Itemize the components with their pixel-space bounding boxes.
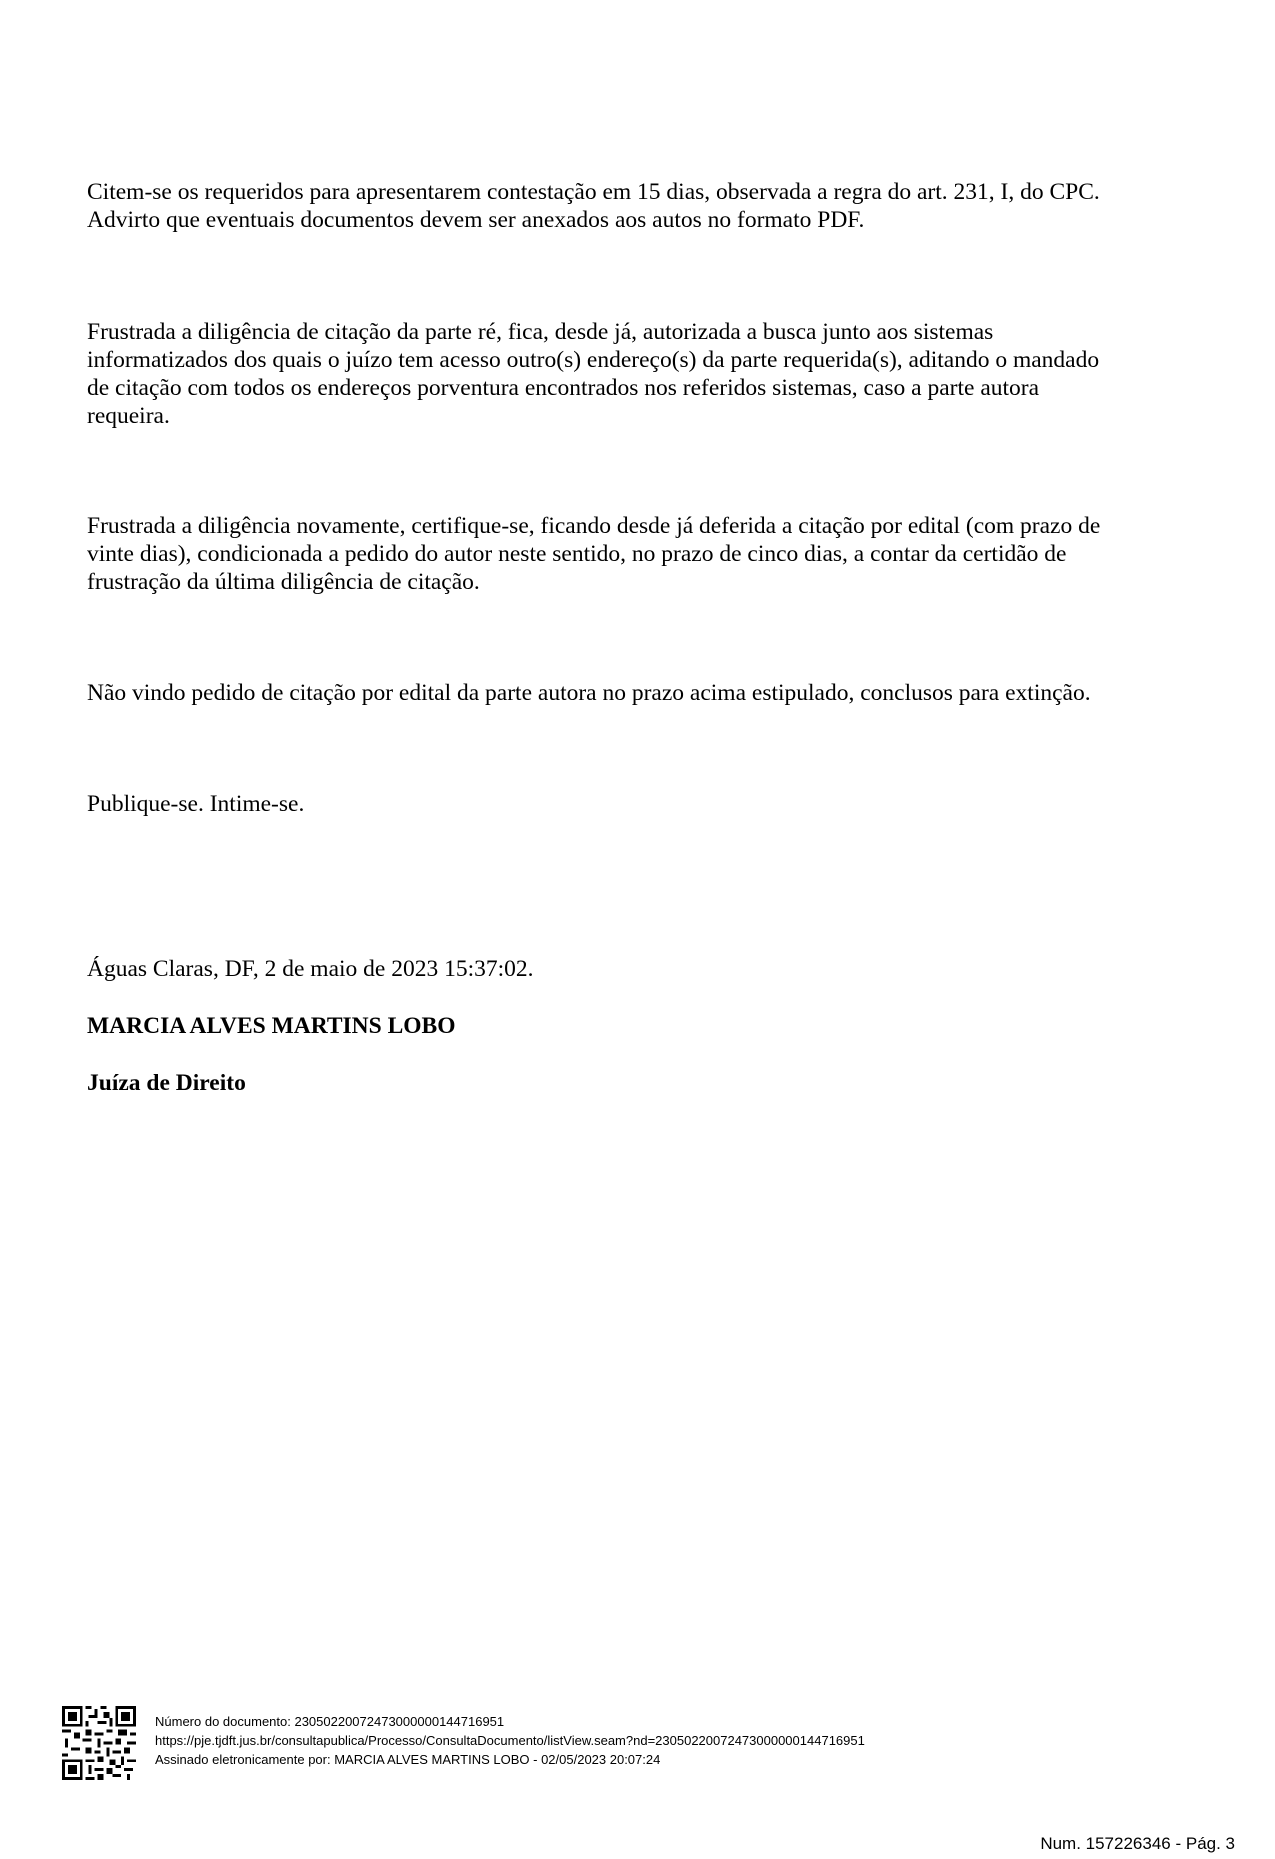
paragraph-publish	[87, 790, 1187, 818]
paragraph-line: Frustrada a diligência de citação da parte ré, fica, desde já, autorizada a busca junto aos sistemas	[87, 319, 994, 345]
paragraph-line: de citação com todos os endereços porventura encontrados nos referidos sistemas, caso a parte autora	[87, 375, 1040, 401]
paragraph-extinction	[87, 679, 1187, 707]
qr-code-icon	[62, 1706, 136, 1780]
paragraph-line: informatizados dos quais o juízo tem acesso outro(s) endereço(s) da parte requerida(s), aditando o mandado	[87, 347, 1100, 373]
paragraph-line: frustração da última diligência de citação.	[87, 569, 480, 595]
signature-footer	[155, 1712, 865, 1769]
document-number: Número do documento: 23050220072473000000144716951	[155, 1714, 505, 1729]
page-number: Num. 157226346 - Pág. 3	[1040, 1834, 1235, 1853]
paragraph-edital	[87, 512, 1187, 596]
paragraph-line: Advirto que eventuais documentos devem ser anexados aos autos no formato PDF.	[87, 207, 865, 233]
paragraph-citation	[87, 178, 1187, 234]
place-date: Águas Claras, DF, 2 de maio de 2023 15:37:02.	[87, 956, 534, 982]
paragraph-line: Não vindo pedido de citação por edital da parte autora no prazo acima estipulado, conclusos para extinção.	[87, 680, 1091, 706]
document-url[interactable]: https://pje.tjdft.jus.br/consultapublica/Processo/ConsultaDocumento/listView.seam?nd=23050220072473000000144716951	[155, 1733, 865, 1748]
signer-name: MARCIA ALVES MARTINS LOBO	[87, 1013, 456, 1039]
signer-role: Juíza de Direito	[87, 1070, 246, 1096]
paragraph-line: Publique-se. Intime-se.	[87, 791, 305, 817]
paragraph-line: requeira.	[87, 403, 170, 429]
paragraph-line: Frustrada a diligência novamente, certifique-se, ficando desde já deferida a citação por edital (com prazo de	[87, 513, 1101, 539]
paragraph-address-search	[87, 318, 1187, 430]
paragraph-line: vinte dias), condicionada a pedido do autor neste sentido, no prazo de cinco dias, a contar da certidão de	[87, 541, 1067, 567]
paragraph-line: Citem-se os requeridos para apresentarem contestação em 15 dias, observada a regra do art. 231, I, do CPC.	[87, 179, 1100, 205]
signed-by: Assinado eletronicamente por: MARCIA ALVES MARTINS LOBO - 02/05/2023 20:07:24	[155, 1752, 661, 1767]
